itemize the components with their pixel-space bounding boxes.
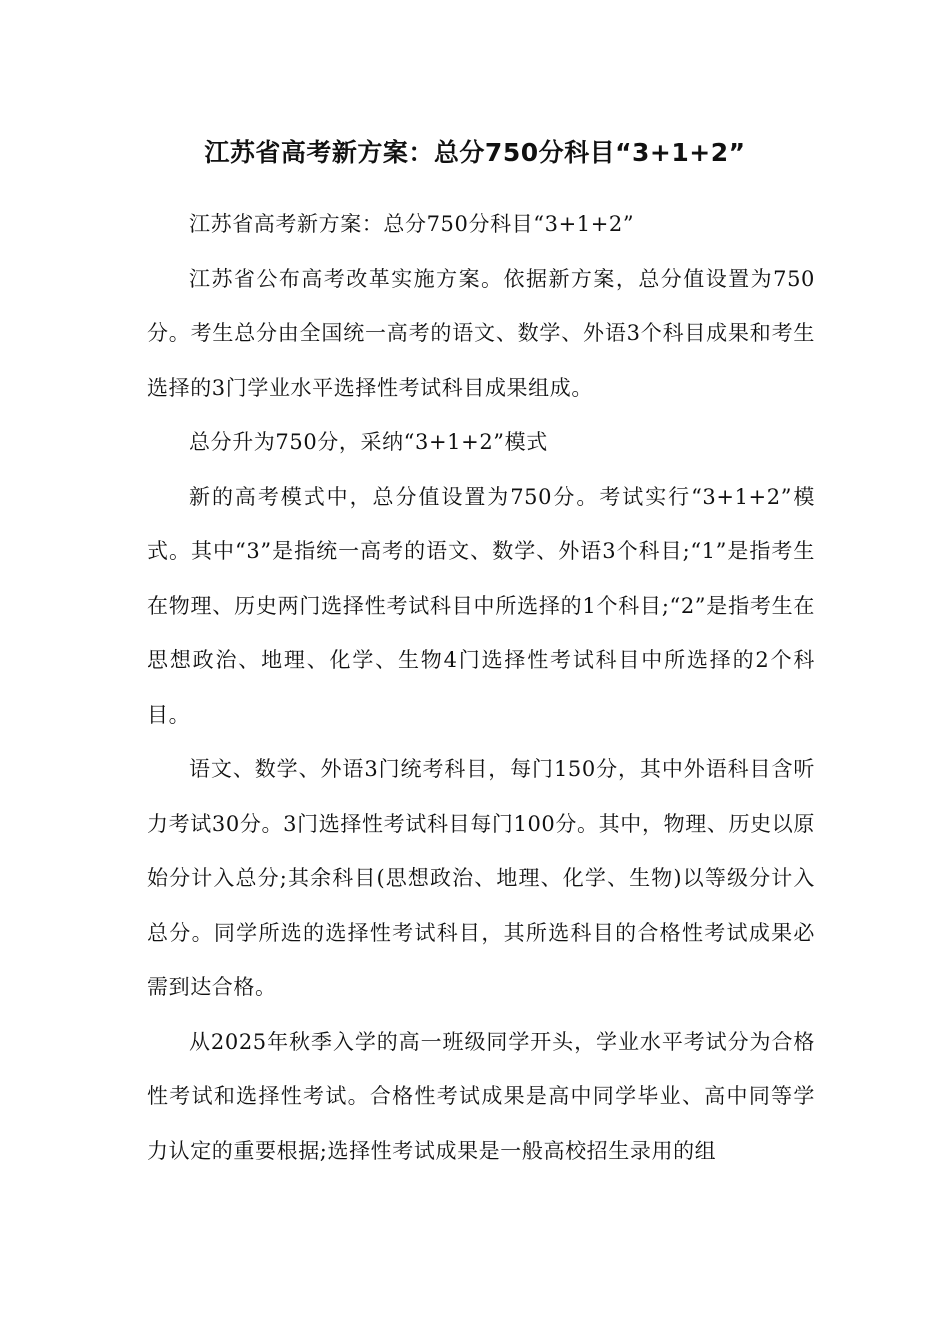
document-title: 江苏省高考新方案：总分750分科目“3+1+2”	[204, 138, 746, 167]
paragraph: 新的高考模式中，总分值设置为750分。考试实行“3+1+2”模式。其中“3”是指统一高考的语文、数学、外语3个科目;“1”是指考生在物理、历史两门选择性考试科目中所选择的1个科目;“2”是指考生在思想政治、地理、化学、生物4门选择性考试科目中所选择的2个科目。	[147, 484, 815, 727]
paragraph: 语文、数学、外语3门统考科目，每门150分，其中外语科目含听力考试30分。3门选择性考试科目每门100分。其中，物理、历史以原始分计入总分;其余科目(思想政治、地理、化学、生物)以等级分计入总分。同学所选的选择性考试科目，其所选科目的合格性考试成果必需到达合格。	[147, 757, 815, 999]
paragraph: 江苏省公布高考改革实施方案。依据新方案，总分值设置为750分。考生总分由全国统一高考的语文、数学、外语3个科目成果和考生选择的3门学业水平选择性考试科目成果组成。	[147, 266, 815, 400]
document-body	[147, 197, 815, 1178]
paragraph: 从2025年秋季入学的高一班级同学开头，学业水平考试分为合格性考试和选择性考试。合格性考试成果是高中同学毕业、高中同等学力认定的重要根据;选择性考试成果是一般高校招生录用的组	[147, 1029, 815, 1163]
paragraph: 总分升为750分，采纳“3+1+2”模式	[189, 430, 548, 454]
paragraph: 江苏省高考新方案：总分750分科目“3+1+2”	[189, 212, 635, 236]
